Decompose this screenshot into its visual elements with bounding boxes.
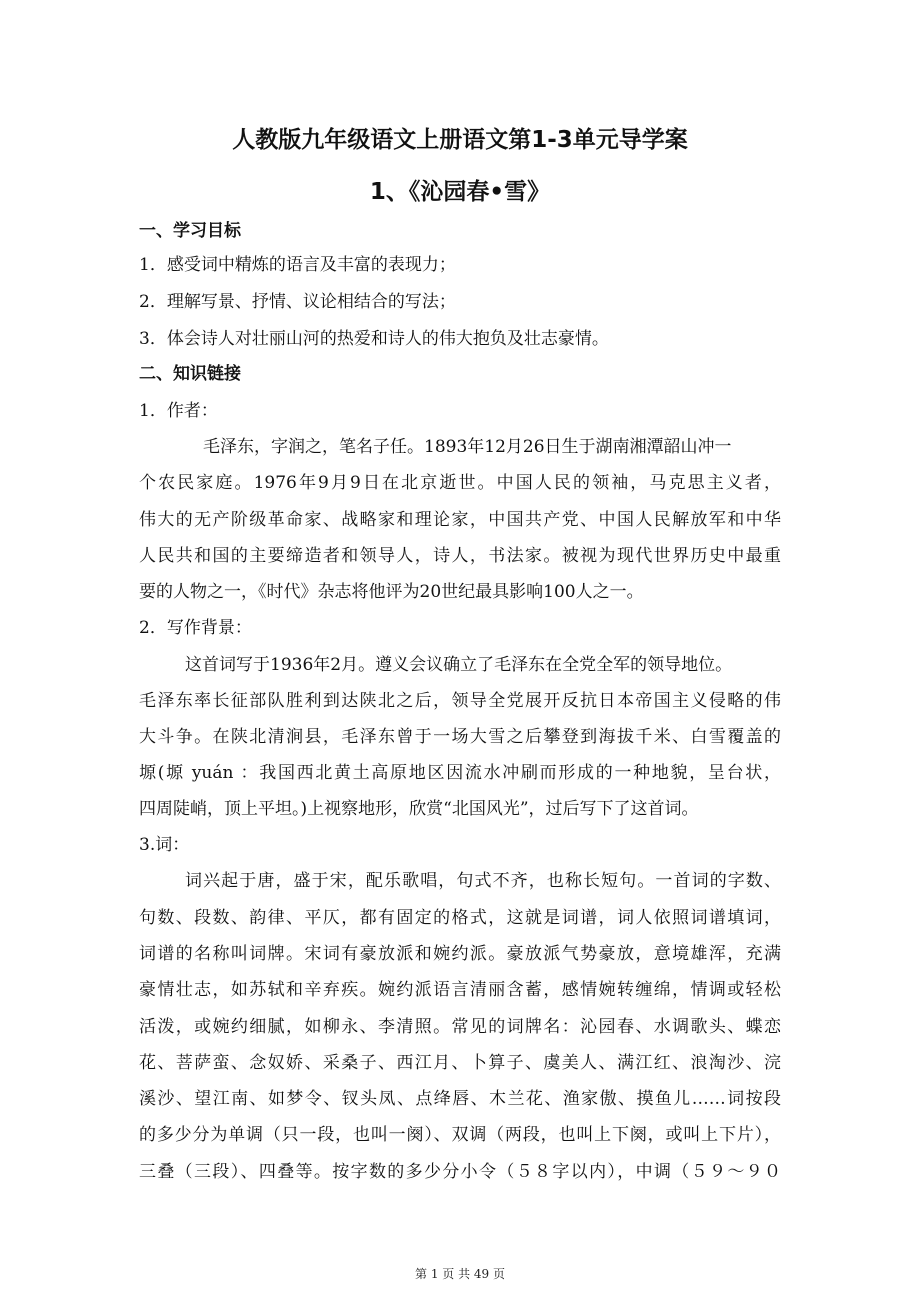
background-paragraph-line: 大斗争。在陕北清涧县，毛泽东曾于一场大雪之后攀登到海拔千米、白雪覆盖的 xyxy=(139,727,781,747)
ci-label: 3.词： xyxy=(139,835,190,855)
ci-paragraph-line: 三叠（三段）、四叠等。按字数的多少分小令（５８字以内），中调（５９～９０ xyxy=(139,1162,781,1182)
author-paragraph-line: 个农民家庭。1976年9月9日在北京逝世。中国人民的领袖，马克思主义者， xyxy=(139,473,781,493)
section-heading-objectives: 一、学习目标 xyxy=(139,221,241,241)
ci-paragraph-line: 花、菩萨蛮、念奴娇、采桑子、西江月、卜算子、虞美人、满江红、浪淘沙、浣 xyxy=(139,1053,781,1073)
author-label: 1．作者： xyxy=(139,401,218,421)
background-paragraph-line: 塬(塬 yuán ：我国西北黄土高原地区因流水冲刷而形成的一种地貌，呈台状， xyxy=(139,763,781,783)
document-title: 人教版九年级语文上册语文第1-3单元导学案 xyxy=(232,127,688,153)
author-paragraph-line: 毛泽东，字润之，笔名子任。1893年12月26日生于湖南湘潭韶山冲一 xyxy=(203,437,732,457)
section-heading-knowledge: 二、知识链接 xyxy=(139,364,241,384)
author-paragraph-line: 伟大的无产阶级革命家、战略家和理论家，中国共产党、中国人民解放军和中华 xyxy=(139,510,781,530)
author-paragraph-line: 人民共和国的主要缔造者和领导人，诗人，书法家。被视为现代世界历史中最重 xyxy=(139,546,781,566)
background-paragraph-line: 毛泽东率长征部队胜利到达陕北之后，领导全党展开反抗日本帝国主义侵略的伟 xyxy=(139,691,781,711)
background-paragraph-line: 四周陡峭，顶上平坦。)上视察地形，欣赏“北国风光”，过后写下了这首词。 xyxy=(139,799,699,819)
ci-paragraph-line: 豪情壮志，如苏轼和辛弃疾。婉约派语言清丽含蓄，感情婉转缠绵，情调或轻松 xyxy=(139,980,781,1000)
ci-paragraph-line: 词兴起于唐，盛于宋，配乐歌唱，句式不齐，也称长短句。一首词的字数、 xyxy=(185,871,781,891)
ci-paragraph-line: 词谱的名称叫词牌。宋词有豪放派和婉约派。豪放派气势豪放，意境雄浑，充满 xyxy=(139,944,781,964)
objective-item: 1．感受词中精炼的语言及丰富的表现力； xyxy=(139,255,456,275)
page-footer: 第 1 页 共 49 页 xyxy=(415,1267,505,1281)
objective-item: 2．理解写景、抒情、议论相结合的写法； xyxy=(139,292,456,312)
background-paragraph-line: 这首词写于1936年2月。遵义会议确立了毛泽东在全党全军的领导地位。 xyxy=(185,655,733,675)
ci-paragraph-line: 句数、段数、韵律、平仄，都有固定的格式，这就是词谱，词人依照词谱填词， xyxy=(139,908,781,928)
background-label: 2．写作背景： xyxy=(139,618,252,638)
author-paragraph-line: 要的人物之一，《时代》杂志将他评为20世纪最具影响100人之一。 xyxy=(139,582,644,602)
objective-item: 3．体会诗人对壮丽山河的热爱和诗人的伟大抱负及壮志豪情。 xyxy=(139,329,609,349)
ci-paragraph-line: 的多少分为单调（只一段，也叫一阕）、双调（两段，也叫上下阕，或叫上下片）， xyxy=(139,1125,781,1145)
ci-paragraph-line: 溪沙、望江南、如梦令、钗头凤、点绛唇、木兰花、渔家傲、摸鱼儿……词按段 xyxy=(139,1089,781,1109)
lesson-title: 1、《沁园春•雪》 xyxy=(369,179,551,205)
ci-paragraph-line: 活泼，或婉约细腻，如柳永、李清照。常见的词牌名：沁园春、水调歌头、蝶恋 xyxy=(139,1017,781,1037)
